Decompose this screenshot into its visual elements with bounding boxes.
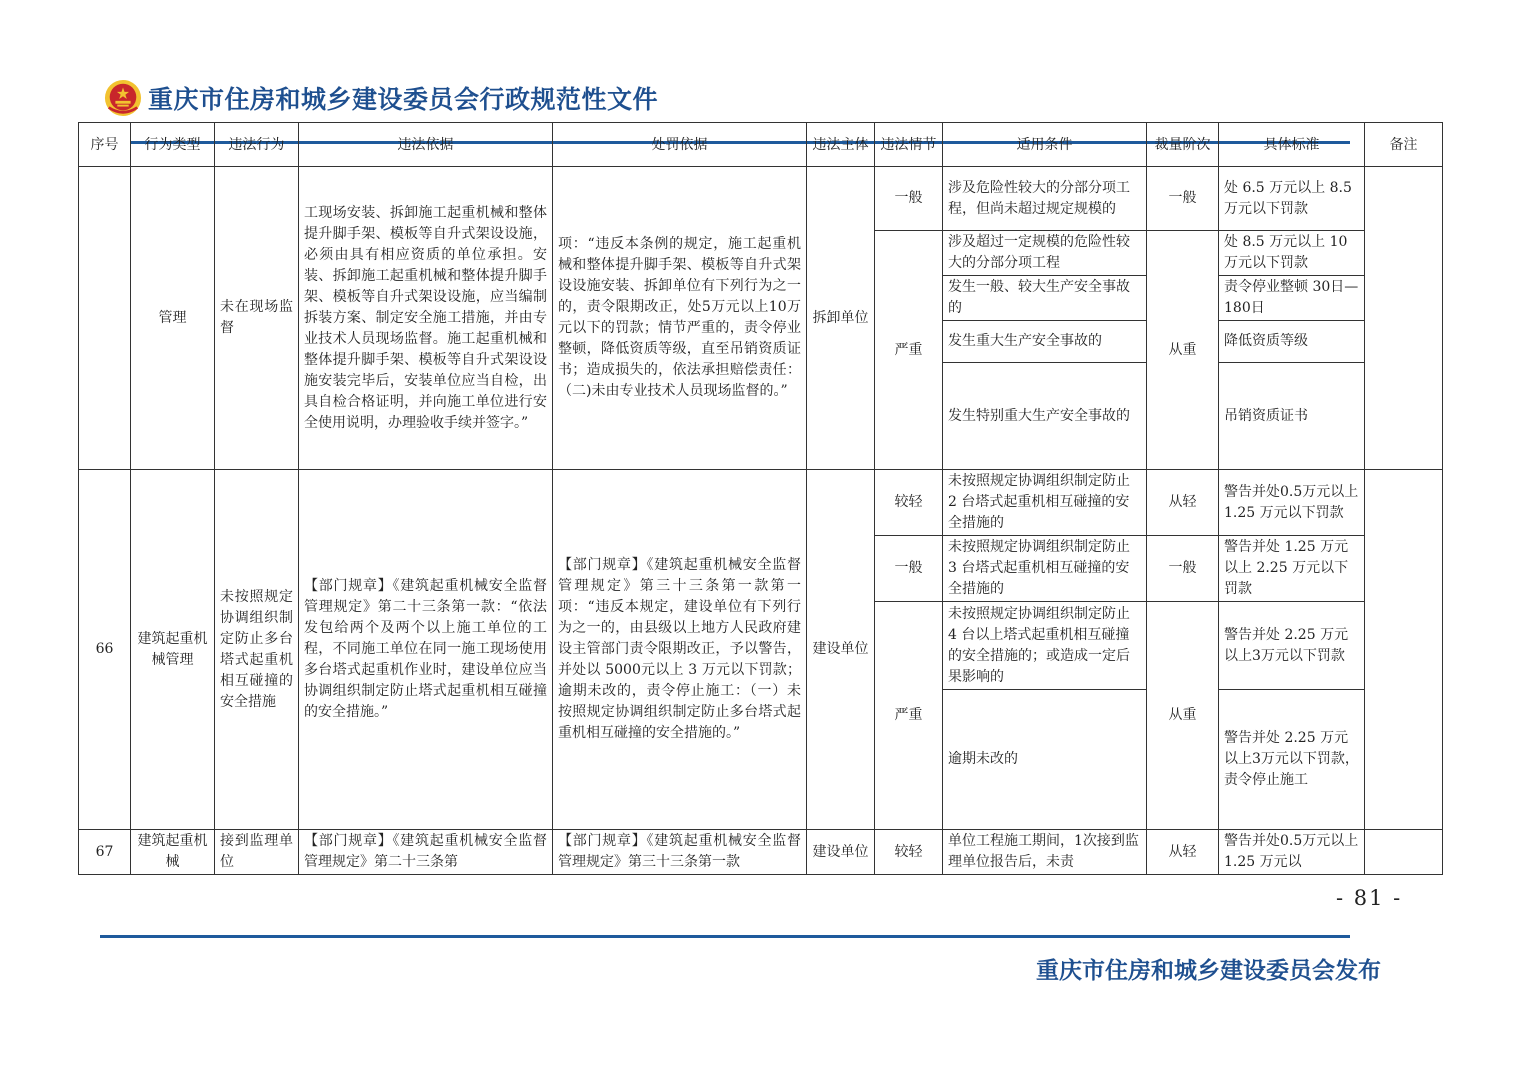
row65-standard: 责令停业整顿 30日—180日	[1219, 276, 1365, 321]
row66-penalty: 【部门规章】《建筑起重机械安全监督管理规定》第三十三条第一款第一项：“违反本规定，建设单位有下列行为之一的，由县级以上地方人民政府建设主管部门责令限期改正，予以警告，并处以 5000元以上 3 万元以下罚款；逾期未改的，责令停止施工：（一）未按照规定协调组织制定防止多台塔式起重机相互碰撞的安全措施的。”	[553, 470, 807, 830]
page-number: - 81 -	[1336, 886, 1403, 910]
row65-seq	[79, 167, 131, 470]
row65-remark	[1365, 167, 1443, 470]
header-level: 裁量阶次	[1147, 123, 1219, 167]
table-row	[79, 167, 1443, 231]
row67-act: 接到监理单位	[215, 830, 299, 875]
penalty-standard-table	[78, 122, 1443, 875]
row67-basis: 【部门规章】《建筑起重机械安全监督管理规定》第二十三条第	[299, 830, 553, 875]
row65-condition: 涉及危险性较大的分部分项工程，但尚未超过规定规模的	[943, 167, 1147, 231]
row66-standard: 警告并处0.5万元以上 1.25 万元以下罚款	[1219, 470, 1365, 536]
row65-act: 未在现场监督	[215, 167, 299, 470]
row66-standard: 警告并处 2.25 万元以上3万元以下罚款	[1219, 602, 1365, 690]
header-condition: 适用条件	[943, 123, 1147, 167]
row66-subject: 建设单位	[807, 470, 875, 830]
footer-publisher: 重庆市住房和城乡建设委员会发布	[1036, 958, 1381, 984]
row67-seq: 67	[79, 830, 131, 875]
row65-standard: 降低资质等级	[1219, 321, 1365, 363]
row65-penalty: 项：“违反本条例的规定，施工起重机械和整体提升脚手架、模板等自升式架设设施安装、拆卸单位有下列行为之一的，责令限期改正，处5万元以上10万元以下的罚款；情节严重的，责令停业整顿，降低资质等级，直至吊销资质证书；造成损失的，依法承担赔偿责任：（二)未由专业技术人员现场监督的。”	[553, 167, 807, 470]
row67-circumstance: 较轻	[875, 830, 943, 875]
row66-circumstance: 一般	[875, 536, 943, 602]
row66-condition: 未按照规定协调组织制定防止 4 台以上塔式起重机相互碰撞的安全措施的；或造成一定后果影响的	[943, 602, 1147, 690]
row66-seq: 66	[79, 470, 131, 830]
row65-condition: 发生一般、较大生产安全事故的	[943, 276, 1147, 321]
row66-remark	[1365, 470, 1443, 830]
row67-condition: 单位工程施工期间，1次接到监理单位报告后，未责	[943, 830, 1147, 875]
row65-standard: 处 6.5 万元以上 8.5万元以下罚款	[1219, 167, 1365, 231]
row65-type: 管理	[131, 167, 215, 470]
row67-type: 建筑起重机械	[131, 830, 215, 875]
header-penalty: 处罚依据	[553, 123, 807, 167]
row65-level: 一般	[1147, 167, 1219, 231]
header-act: 违法行为	[215, 123, 299, 167]
row66-condition: 逾期未改的	[943, 690, 1147, 830]
row66-level: 从重	[1147, 602, 1219, 830]
header-standard: 具体标准	[1219, 123, 1365, 167]
row67-remark	[1365, 830, 1443, 875]
row65-circumstance: 严重	[875, 231, 943, 470]
row65-condition: 涉及超过一定规模的危险性较大的分部分项工程	[943, 231, 1147, 276]
header-remark: 备注	[1365, 123, 1443, 167]
row66-standard: 警告并处 2.25 万元以上3万元以下罚款，责令停止施工	[1219, 690, 1365, 830]
row67-subject: 建设单位	[807, 830, 875, 875]
row67-level: 从轻	[1147, 830, 1219, 875]
row66-level: 一般	[1147, 536, 1219, 602]
row66-condition: 未按照规定协调组织制定防止 3 台塔式起重机相互碰撞的安全措施的	[943, 536, 1147, 602]
row65-standard: 吊销资质证书	[1219, 363, 1365, 470]
row66-circumstance: 严重	[875, 602, 943, 830]
header-subject: 违法主体	[807, 123, 875, 167]
table-row	[79, 470, 1443, 536]
header-type: 行为类型	[131, 123, 215, 167]
national-emblem-icon	[104, 79, 142, 117]
row65-condition: 发生特别重大生产安全事故的	[943, 363, 1147, 470]
header-basis: 违法依据	[299, 123, 553, 167]
header-circumstance: 违法情节	[875, 123, 943, 167]
row65-circumstance: 一般	[875, 167, 943, 231]
footer-rule	[100, 935, 1350, 938]
page-header	[104, 76, 658, 120]
row65-standard: 处 8.5 万元以上 10万元以下罚款	[1219, 231, 1365, 276]
row67-penalty: 【部门规章】《建筑起重机械安全监督管理规定》第三十三条第一款	[553, 830, 807, 875]
table-row	[79, 830, 1443, 875]
row65-condition: 发生重大生产安全事故的	[943, 321, 1147, 363]
row66-circumstance: 较轻	[875, 470, 943, 536]
row66-basis: 【部门规章】《建筑起重机械安全监督管理规定》第二十三条第一款：“依法发包给两个及两个以上施工单位的工程，不同施工单位在同一施工现场使用多台塔式起重机作业时，建设单位应当协调组织制定防止塔式起重机相互碰撞的安全措施。”	[299, 470, 553, 830]
row65-level: 从重	[1147, 231, 1219, 470]
row66-act: 未按照规定协调组织制定防止多台塔式起重机相互碰撞的安全措施	[215, 470, 299, 830]
row66-condition: 未按照规定协调组织制定防止 2 台塔式起重机相互碰撞的安全措施的	[943, 470, 1147, 536]
row66-type: 建筑起重机械管理	[131, 470, 215, 830]
row67-standard: 警告并处0.5万元以上 1.25 万元以	[1219, 830, 1365, 875]
document-header-title: 重庆市住房和城乡建设委员会行政规范性文件	[148, 85, 659, 114]
row66-level: 从轻	[1147, 470, 1219, 536]
row65-basis: 工现场安装、拆卸施工起重机械和整体提升脚手架、模板等自升式架设设施，必须由具有相应资质的单位承担。安装、拆卸施工起重机械和整体提升脚手架、模板等自升式架设设施，应当编制拆装方案、制定安全施工措施，并由专业技术人员现场监督。施工起重机械和整体提升脚手架、模板等自升式架设设施安装完毕后，安装单位应当自检，出具自检合格证明，并向施工单位进行安全使用说明，办理验收手续并签字。”	[299, 167, 553, 470]
row65-subject: 拆卸单位	[807, 167, 875, 470]
row66-standard: 警告并处 1.25 万元以上 2.25 万元以下罚款	[1219, 536, 1365, 602]
header-seq: 序号	[79, 123, 131, 167]
